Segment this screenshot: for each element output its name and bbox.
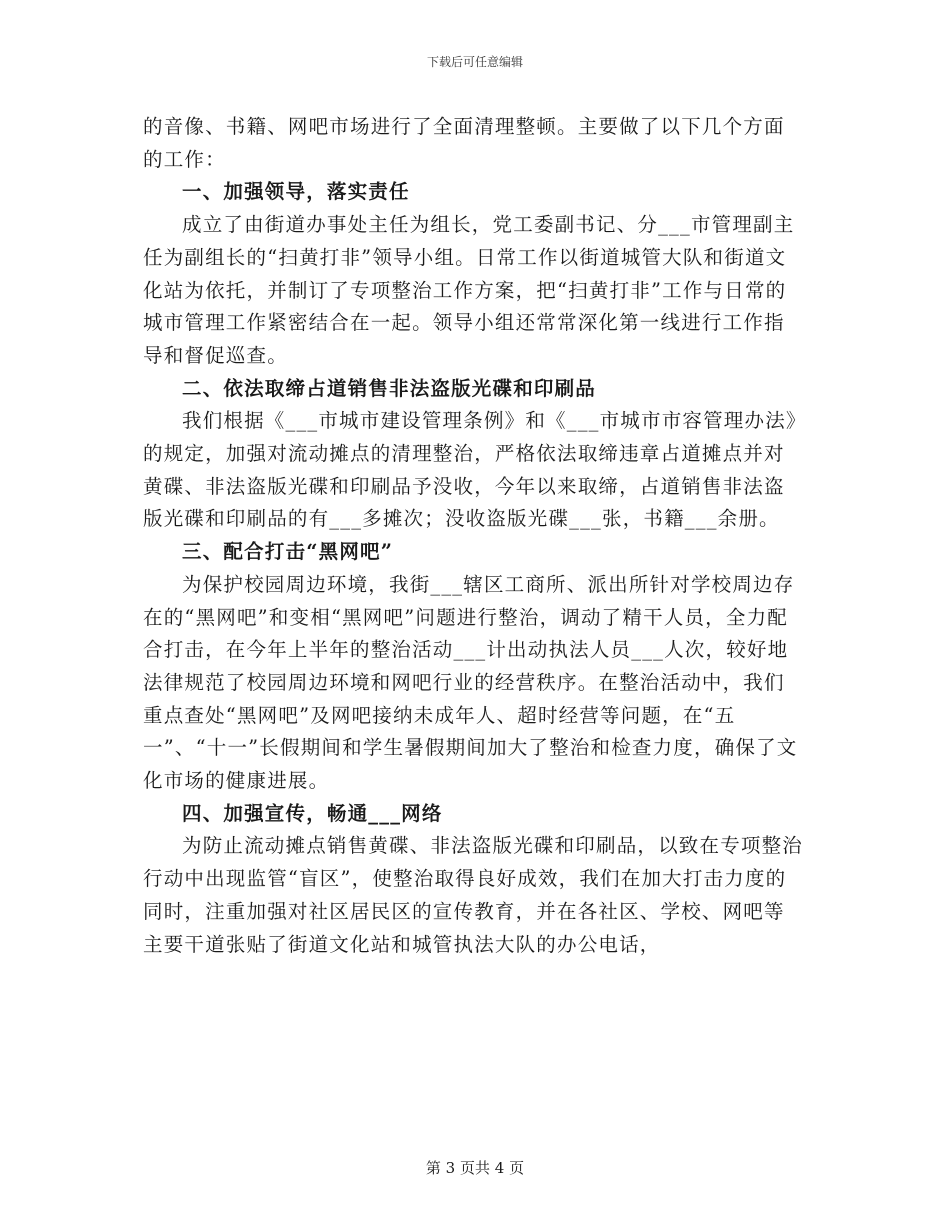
section-paragraph-4: 为防止流动摊点销售黄碟、非法盗版光碟和印刷品，以致在专项整治行动中出现监管“盲区”，使整治取得良好成效，我们在加大打击力度的同时，注重加强对社区居民区的宣传教育，并在各社区、学校、网吧等主要干道张贴了街道文化站和城管执法大队的办公电话， [143,834,804,956]
page-header: 下载后可任意编辑 [426,55,523,69]
page-footer: 第 3 页共 4 页 [425,1159,525,1177]
section-heading-4: 四、加强宣传，畅通___网络 [182,801,443,825]
section-heading-1: 一、加强领导，落实责任 [182,180,410,204]
section-paragraph-2: 我们根据《___市城市建设管理条例》和《___市城市市容管理办法》的规定，加强对流动摊点的清理整治，严格依法取缔违章占道摊点并对黄碟、非法盗版光碟和印刷品予没收，今年以来取缔，占道销售非法盗版光碟和印刷品的有___多摊次；没收盗版光碟___张，书籍___余册。 [143,409,797,531]
intro-paragraph: 的音像、书籍、网吧市场进行了全面清理整顿。主要做了以下几个方面的工作： [143,115,785,171]
document-body [143,111,805,961]
section-paragraph-1: 成立了由街道办事处主任为组长，党工委副书记、分___市管理副主任为副组长的“扫黄打非”领导小组。日常工作以街道城管大队和街道文化站为依托，并制订了专项整治工作方案，把“扫黄打非”工作与日常的城市管理工作紧密结合在一起。领导小组还常常深化第一线进行工作指导和督促巡查。 [143,213,795,367]
section-heading-2: 二、依法取缔占道销售非法盗版光碟和印刷品 [182,376,597,400]
section-paragraph-3: 为保护校园周边环境，我街___辖区工商所、派出所针对学校周边存在的“黑网吧”和变相“黑网吧”问题进行整治，调动了精干人员，全力配合打击，在今年上半年的整治活动___计出动执法人员___人次，较好地法律规范了校园周边环境和网吧行业的经营秩序。在整治活动中，我们重点查处“黑网吧”及网吧接纳未成年人、超时经营等问题，在“五一”、“十一”长假期间和学生暑假期间加大了整治和检查力度，确保了文化市场的健康进展。 [143,572,798,793]
section-heading-3: 三、配合打击“黑网吧” [182,540,394,564]
